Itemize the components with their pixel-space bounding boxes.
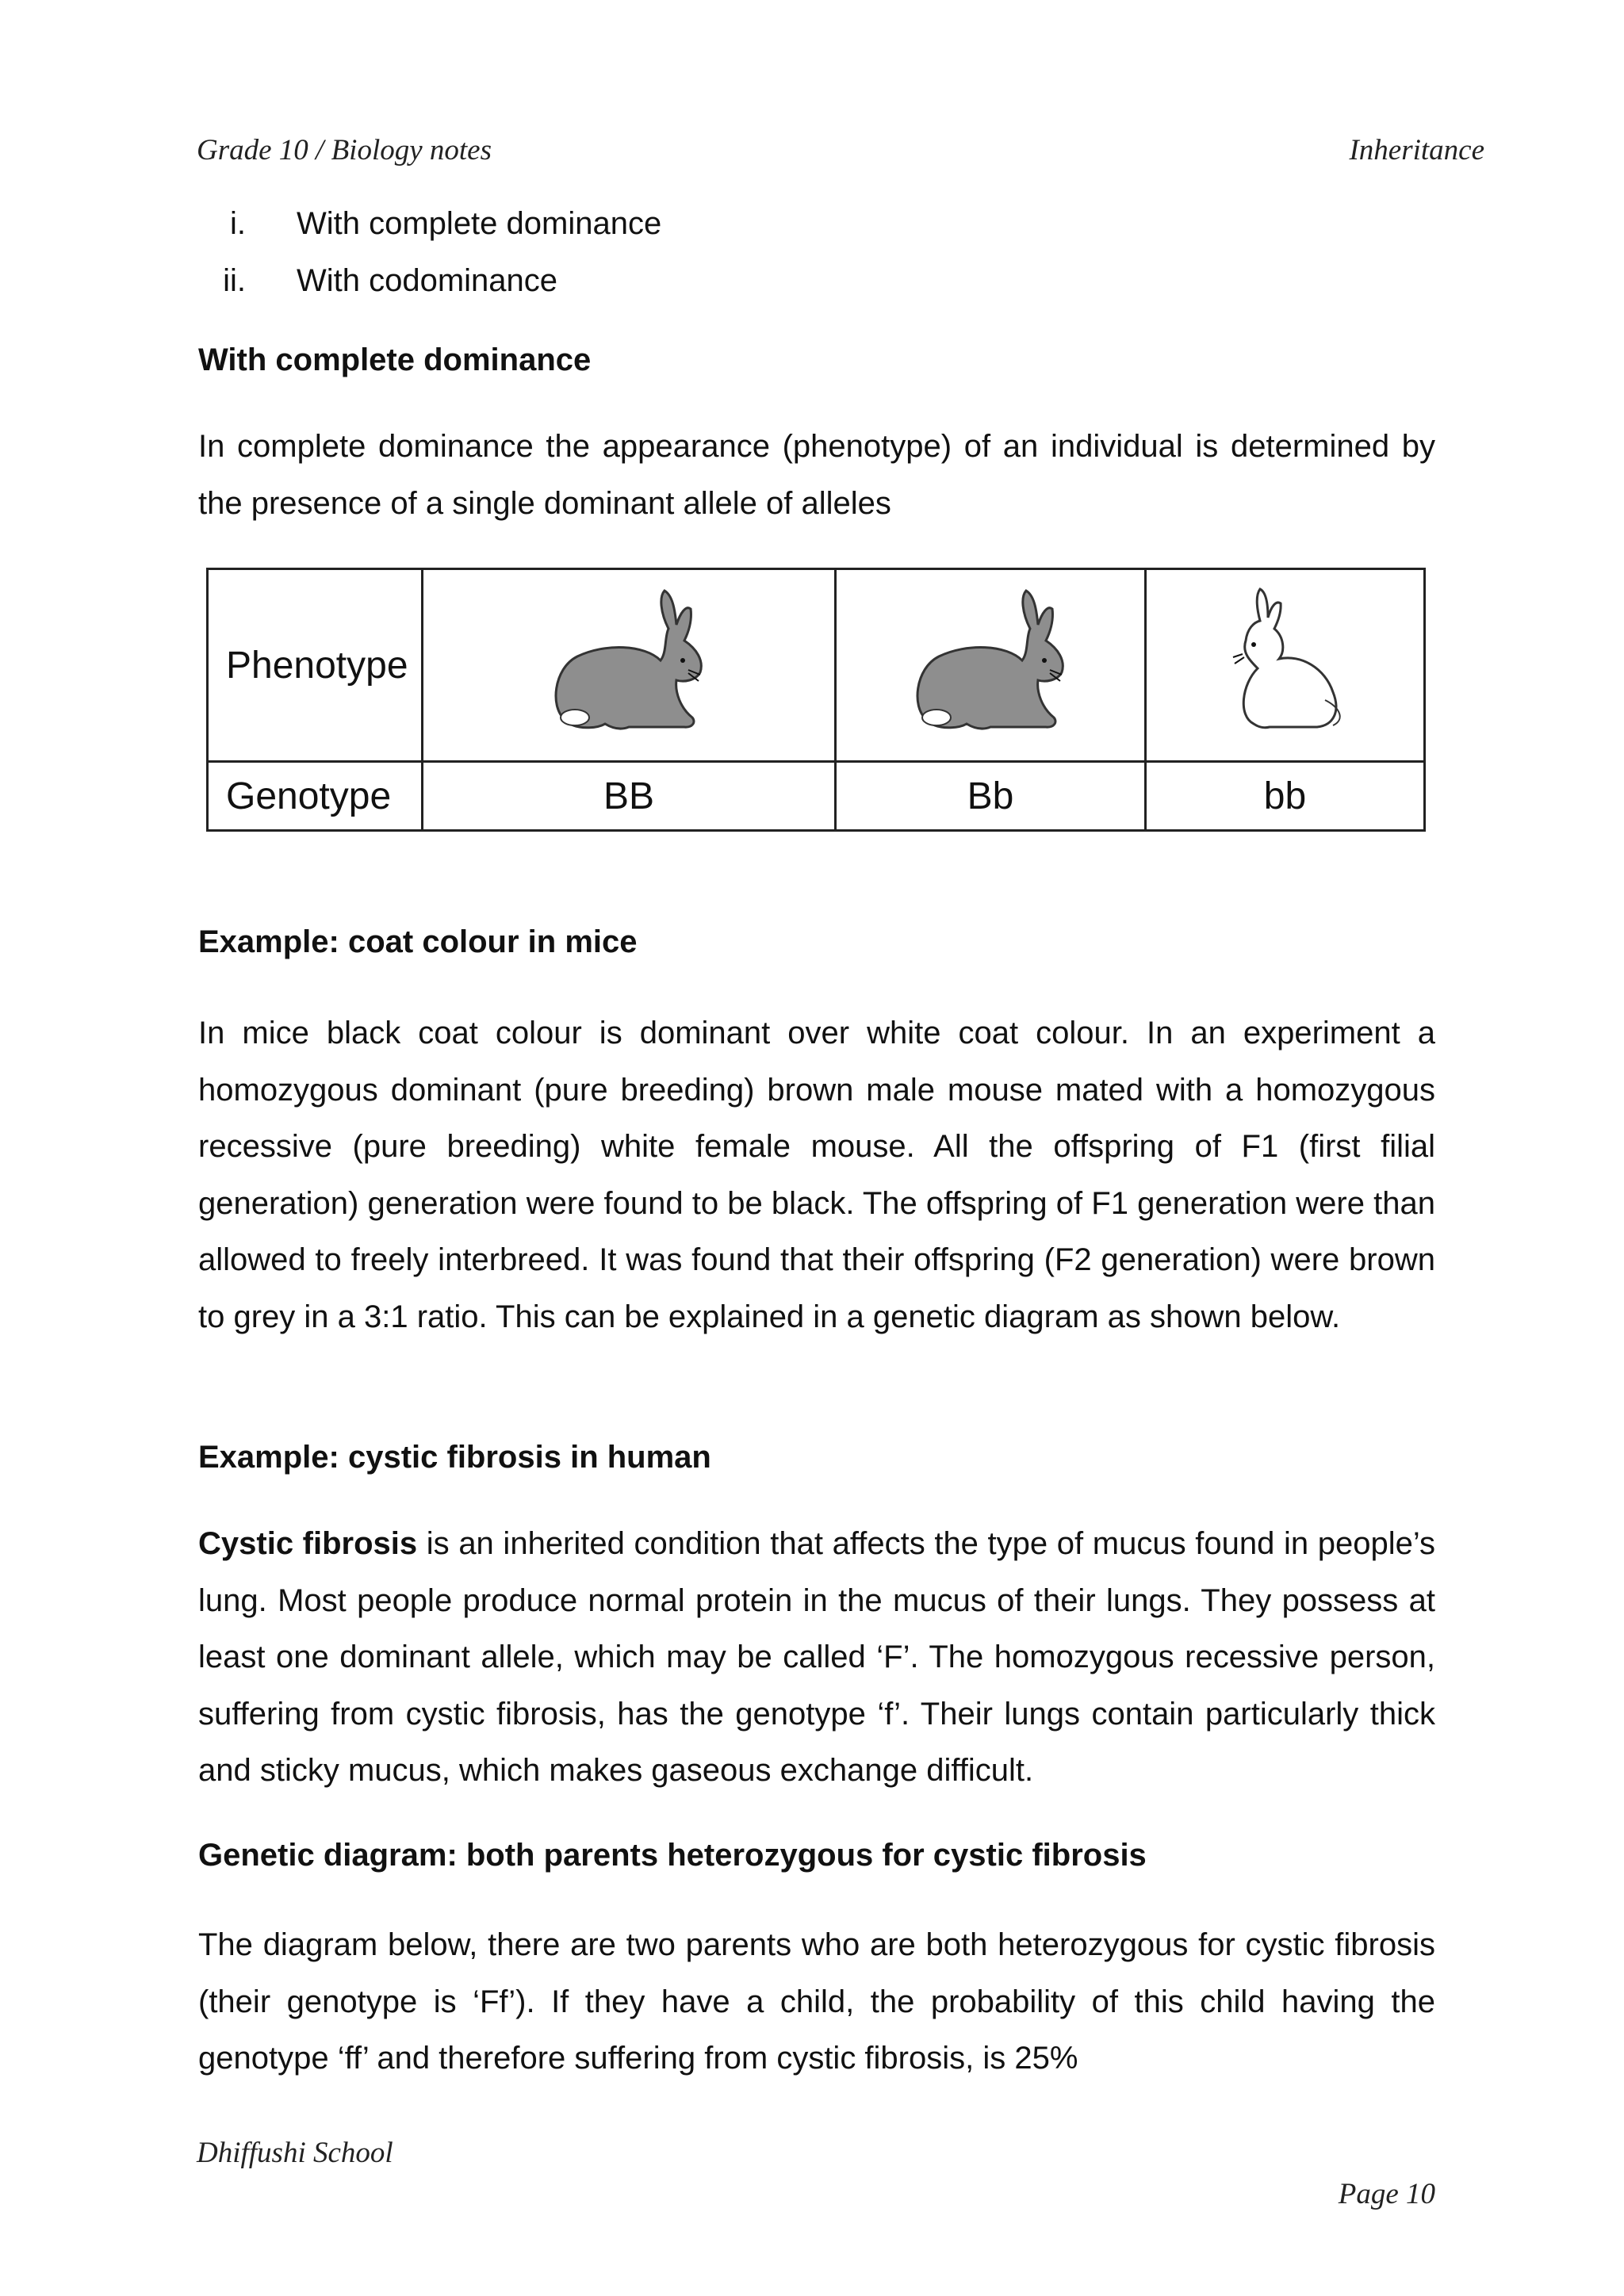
heading-complete-dominance: With complete dominance — [198, 342, 592, 377]
term-cystic-fibrosis: Cystic fibrosis — [198, 1526, 418, 1561]
genotype-cell: BB — [423, 762, 836, 831]
list-text: With codominance — [297, 262, 558, 298]
grey-rabbit-icon — [903, 581, 1078, 740]
footer-page-number: Page 10 — [1338, 2178, 1435, 2210]
genotype-label: Genotype — [208, 762, 423, 831]
list-text: With complete dominance — [297, 205, 662, 241]
genotype-cell: bb — [1146, 762, 1425, 831]
phenotype-label: Phenotype — [208, 569, 423, 762]
header-title: Grade 10 / Biology notes — [197, 134, 492, 166]
list-item — [198, 252, 661, 309]
list-number: ii. — [223, 262, 246, 298]
heading-genetic-diagram: Genetic diagram: both parents heterozygous for cystic fibrosis — [198, 1838, 1147, 1873]
heading-coat-colour: Example: coat colour in mice — [198, 924, 638, 959]
rabbit-cell — [1146, 569, 1425, 762]
grey-rabbit-icon — [542, 581, 716, 740]
list-number: i. — [230, 205, 246, 241]
phenotype-genotype-table — [206, 568, 1426, 832]
para-genetic-diagram: The diagram below, there are two parents who are both heterozygous for cystic fibrosis (their genotype is ‘Ff’). If they have a child, the probability of this child having the genotype ‘ff’ and therefore suffering from cystic fibrosis, is 25% — [198, 1927, 1435, 2076]
para-cystic-fibrosis-text: is an inherited condition that affects the type of mucus found in people’s lung. Most people produce normal protein in the mucus of their lungs. They possess at least one dominant allele, which may be called ‘F’. The homozygous recessive person, suffering from cystic fibrosis, has the genotype ‘f’. Their lungs contain particularly thick and sticky mucus, which makes gaseous exchange difficult. — [198, 1526, 1435, 1788]
footer-school: Dhiffushi School — [197, 2137, 393, 2169]
rabbit-cell — [423, 569, 836, 762]
para-cystic-fibrosis — [198, 1516, 1435, 1800]
heading-cystic-fibrosis: Example: cystic fibrosis in human — [198, 1440, 711, 1475]
header-topic: Inheritance — [1349, 134, 1484, 166]
para-complete-dominance: In complete dominance the appearance (phenotype) of an individual is determined by the presence of a single dominant allele of alleles — [198, 429, 1435, 521]
list-item — [198, 195, 661, 252]
rabbit-cell — [836, 569, 1146, 762]
dominance-list — [198, 195, 661, 309]
genotype-cell: Bb — [836, 762, 1146, 831]
para-coat-colour: In mice black coat colour is dominant over white coat colour. In an experiment a homozygous dominant (pure breeding) brown male mouse mated with a homozygous recessive (pure breeding) white female mouse. All the offspring of F1 (first filial generation) generation were found to be black. The offspring of F1 generation were than allowed to freely interbreed. It was found that their offspring (F2 generation) were brown to grey in a 3:1 ratio. This can be explained in a genetic diagram as shown below. — [198, 1016, 1435, 1334]
white-rabbit-icon — [1206, 581, 1365, 740]
